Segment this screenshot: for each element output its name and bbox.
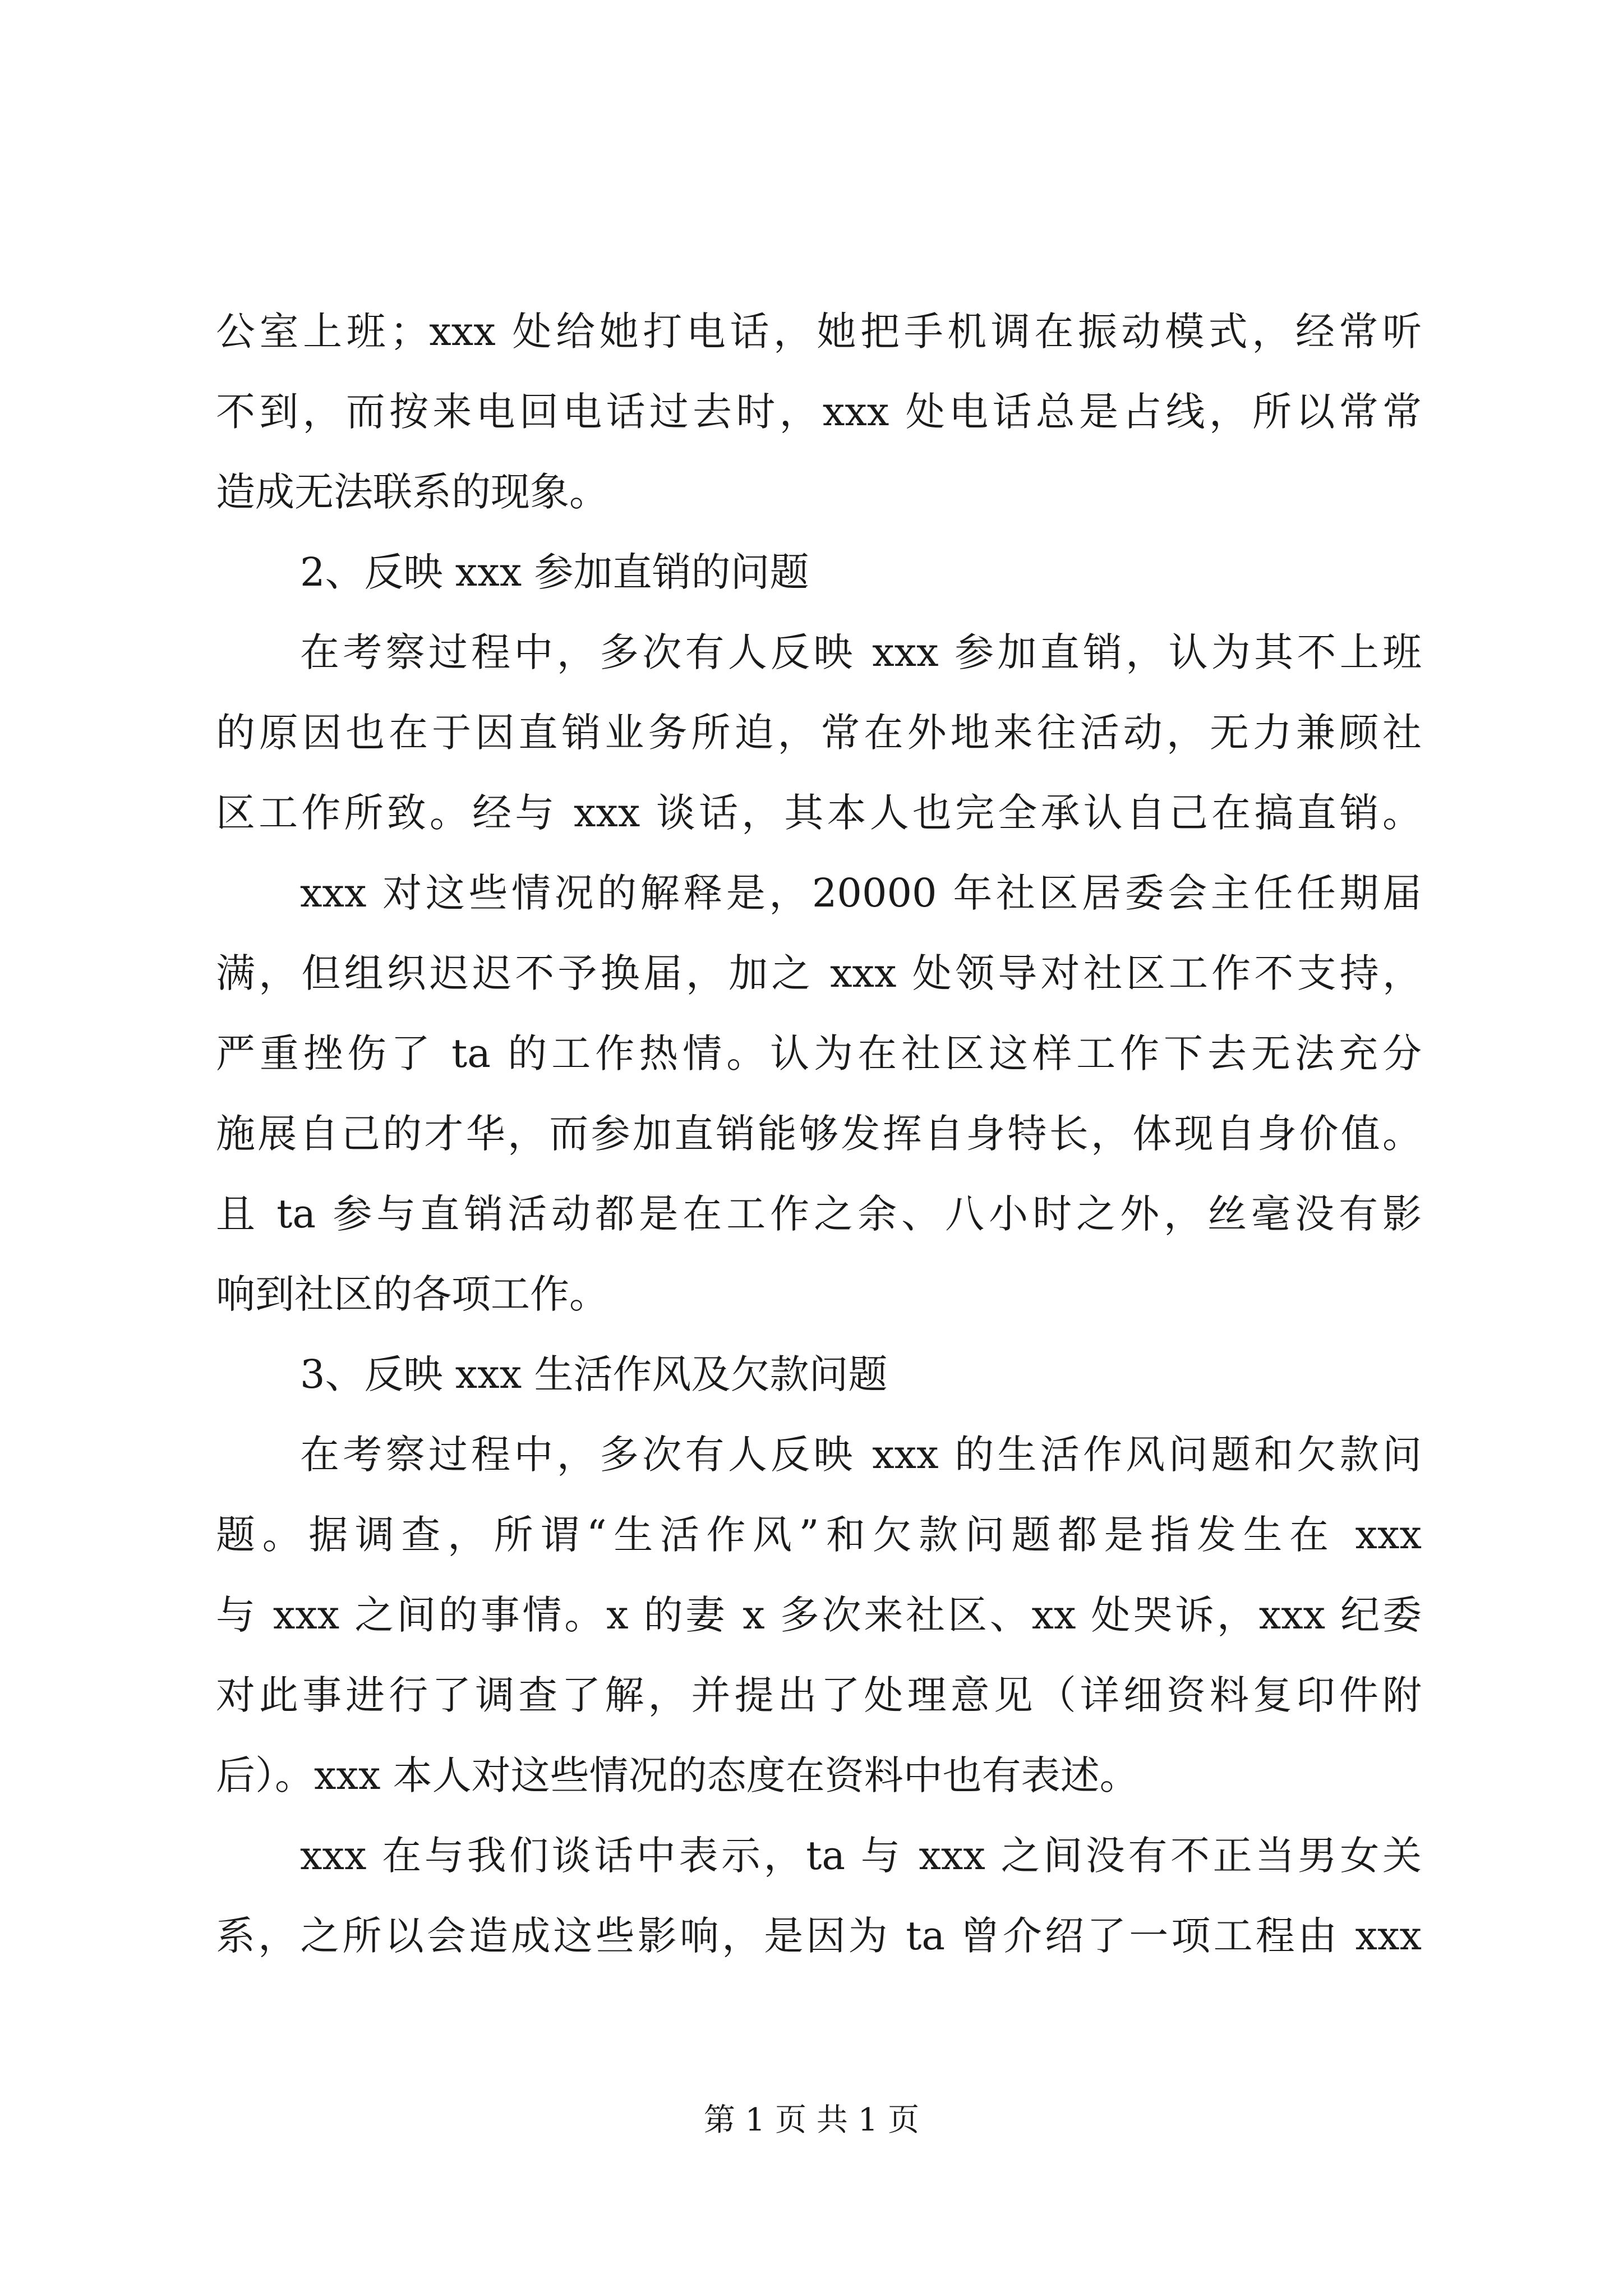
text-line: 响到社区的各项工作。 [216, 1271, 608, 1317]
text-line: 严重挫伤了 ta 的工作热情。认为在社区这样工作下去无法充分 [216, 1030, 1422, 1076]
text-line: 与 xxx 之间的事情。x 的妻 x 多次来社区、xx 处哭诉，xxx 纪委 [216, 1592, 1422, 1638]
page-footer: 第 1 页 共 1 页 [703, 2102, 920, 2138]
text-line: 不到，而按来电回电话过去时，xxx 处电话总是占线，所以常常 [216, 389, 1422, 435]
text-line: xxx 在与我们谈话中表示，ta 与 xxx 之间没有不正当男女关 [300, 1833, 1422, 1879]
text-line: 施展自己的才华，而参加直销能够发挥自身特长，体现自身价值。 [216, 1111, 1422, 1157]
text-line: xxx 对这些情况的解释是，20000 年社区居委会主任任期届 [300, 870, 1422, 916]
text-line: 题。据调查，所谓“生活作风”和欠款问题都是指发生在 xxx [216, 1512, 1422, 1558]
text-line: 公室上班；xxx 处给她打电话，她把手机调在振动模式，经常听 [216, 309, 1422, 355]
text-line: 对此事进行了调查了解，并提出了处理意见（详细资料复印件附 [216, 1672, 1422, 1718]
text-line: 满，但组织迟迟不予换届，加之 xxx 处领导对社区工作不支持， [216, 950, 1422, 996]
text-line: 且 ta 参与直销活动都是在工作之余、八小时之外，丝毫没有影 [216, 1191, 1422, 1237]
text-line: 区工作所致。经与 xxx 谈话，其本人也完全承认自己在搞直销。 [216, 790, 1422, 836]
text-line: 系，之所以会造成这些影响，是因为 ta 曾介绍了一项工程由 xxx [216, 1913, 1422, 1959]
text-line: 2、反映 xxx 参加直销的问题 [300, 549, 809, 595]
text-line: 造成无法联系的现象。 [216, 469, 608, 515]
text-line: 后）。xxx 本人对这些情况的态度在资料中也有表述。 [216, 1752, 1139, 1798]
document-body [216, 292, 1422, 1976]
text-line: 的原因也在于因直销业务所迫，常在外地来往活动，无力兼顾社 [216, 710, 1422, 756]
text-line: 在考察过程中，多次有人反映 xxx 参加直销，认为其不上班 [300, 629, 1422, 675]
text-line: 在考察过程中，多次有人反映 xxx 的生活作风问题和欠款问 [300, 1432, 1422, 1478]
text-line: 3、反映 xxx 生活作风及欠款问题 [300, 1351, 888, 1397]
